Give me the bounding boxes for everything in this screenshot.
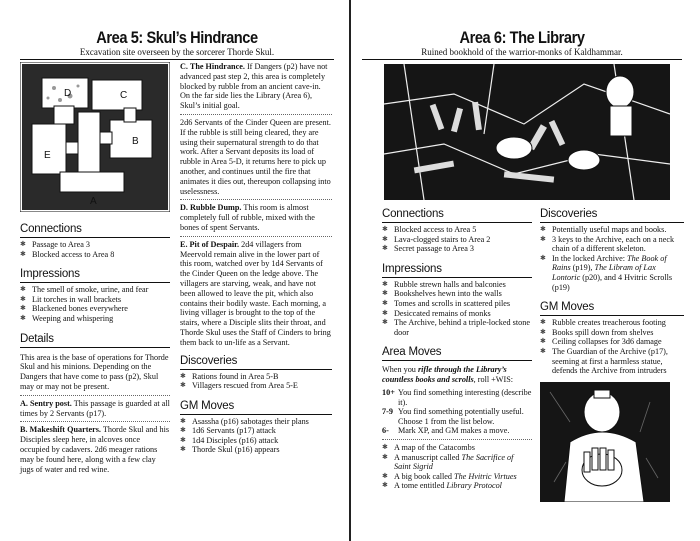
list-item: ✱ A manuscript called The Sacrifice of Saint Sigrid xyxy=(382,453,532,472)
list-item: ✱ Villagers rescued from Area 5-E xyxy=(180,381,332,391)
list-item: ✱ Tomes and scrolls in scattered piles xyxy=(382,299,532,309)
right-impressions-heading: Impressions xyxy=(382,262,532,278)
area-5-map xyxy=(20,62,170,212)
list-item: ✱ Desiccated remains of monks xyxy=(382,309,532,319)
list-item: ✱ The Guardian of the Archive (p17), seeming at first a harmless statue, defends the Archive from intruders xyxy=(540,347,684,376)
left-impressions-list xyxy=(20,285,170,323)
left-details-heading: Details xyxy=(20,332,170,348)
list-item: ✱ Rubble strewn halls and balconies xyxy=(382,280,532,290)
left-column xyxy=(20,62,170,474)
area-moves-intro: When you rifle through the Library’s countless books and scrolls, roll +WIS: xyxy=(382,365,514,385)
list-item: ✱ 1d4 Disciples (p16) attack xyxy=(180,436,332,446)
list-item: ✱ Thorde Skul (p16) appears xyxy=(180,445,332,455)
left-discoveries-heading: Discoveries xyxy=(180,354,332,370)
map-label-e: E xyxy=(44,150,51,161)
map-label-d: D xyxy=(64,88,72,99)
hindrance-paragraph: C. The Hindrance. If Dangers (p2) have not advanced past step 2, this area is completely blocked by rubble from an ancient cave-in. On the far side lies the Library (Area 6), Skul’s initial goal. xyxy=(180,62,328,111)
rubble-dump-paragraph: D. Rubble Dump. This room is almost completely full of rubble, mixed with the bones of spent Servants. xyxy=(180,203,315,232)
left-connections-list xyxy=(20,240,170,259)
list-item: ✱ Blocked access to Area 8 xyxy=(20,250,170,260)
left-gm-moves-heading: GM Moves xyxy=(180,399,332,415)
left-connections-heading: Connections xyxy=(20,222,170,238)
guardian-illustration xyxy=(540,382,670,502)
list-item: ✱ The Archive, behind a triple-locked stone door xyxy=(382,318,532,337)
title-rule xyxy=(20,59,334,60)
list-item: ✱ 1d6 Servants (p17) attack xyxy=(180,426,332,436)
list-item: ✱ A big book called The Hvitric Virtues xyxy=(382,472,532,482)
title-rule xyxy=(362,59,682,60)
area-moves-list xyxy=(382,443,532,491)
list-item: ✱ Asassha (p16) sabotages their plans xyxy=(180,417,332,427)
list-item: ✱ A map of the Catacombs xyxy=(382,443,532,453)
right-right-column xyxy=(540,207,684,502)
area-moves-heading: Area Moves xyxy=(382,345,532,361)
list-item: ✱ Secret passage to Area 3 xyxy=(382,244,532,254)
details-intro: This area is the base of operations for Thorde Skul and his minions. Depending on the Dangers that have come to pass (p2), Skul may or may not be present. xyxy=(20,352,169,391)
pit-of-despair-paragraph: E. Pit of Despair. 2d4 villagers from Meervold remain alive in the lower part of this room, watched over by 1d4 Servants of the Cinder Queen on the ledge above. The villagers are starving, weak, and have not been allowed to leave the pit, which also contains their bodily waste. Each morning, a living villager is brought to the top of the stairs, where a Disciple slits their throat, and Thorde Skul uses the Staff of Cinders to bring them back to un-life as a Servant. xyxy=(180,239,331,347)
left-right-column xyxy=(180,62,332,459)
right-page-title: Area 6: The Library xyxy=(459,28,585,47)
right-connections-list xyxy=(382,225,532,254)
list-item: ✱ 3 keys to the Archive, each on a neck chain of a different skeleton. xyxy=(540,235,684,254)
list-item: ✱ A tome entitled Library Protocol xyxy=(382,481,532,491)
list-item: ✱ The smell of smoke, urine, and fear xyxy=(20,285,170,295)
right-impressions-list xyxy=(382,280,532,338)
right-left-column xyxy=(382,207,532,495)
list-item: ✱ Lava-clogged stairs to Area 2 xyxy=(382,235,532,245)
left-page-subtitle: Excavation site overseen by the sorcerer Thorde Skul. xyxy=(79,47,275,57)
move-result-row: 10+ You find something interesting (describe it). xyxy=(382,387,532,407)
list-item: ✱ Weeping and whispering xyxy=(20,314,170,324)
map-label-a: A xyxy=(90,196,97,207)
list-item: ✱ Books spill down from shelves xyxy=(540,328,684,338)
right-connections-heading: Connections xyxy=(382,207,532,223)
makeshift-quarters-paragraph: B. Makeshift Quarters. Thorde Skul and his Disciples sleep here, in alcoves once occupied by cadavers. 2d6 meager rations may be found here, along with a few clay jugs of water and red wine. xyxy=(20,425,170,474)
list-item: ✱ In the locked Archive: The Book of Rains (p19), The Libram of Lax Lontoric (p20), and 4 Hvitric Scrolls (p19) xyxy=(540,254,684,292)
list-item: ✱ Potentially useful maps and books. xyxy=(540,225,684,235)
list-item: ✱ Blocked access to Area 5 xyxy=(382,225,532,235)
left-page-title: Area 5: Skul’s Hindrance xyxy=(96,28,258,47)
library-illustration xyxy=(384,64,670,200)
right-page xyxy=(350,0,700,541)
list-item: ✱ Passage to Area 3 xyxy=(20,240,170,250)
list-item: ✱ Ceiling collapses for 3d6 damage xyxy=(540,337,684,347)
list-item: ✱ Lit torches in wall brackets xyxy=(20,295,170,305)
map-label-b: B xyxy=(132,136,139,147)
move-result-row: 6- Mark XP, and GM makes a move. xyxy=(382,426,510,436)
map-label-c: C xyxy=(120,90,128,101)
left-gm-moves-list xyxy=(180,417,332,455)
list-item: ✱ Blackened bones everywhere xyxy=(20,304,170,314)
list-item: ✱ Rubble creates treacherous footing xyxy=(540,318,684,328)
right-discoveries-list xyxy=(540,225,684,292)
sentry-post-paragraph: A. Sentry post. This passage is guarded at all times by 2 Servants (p17). xyxy=(20,398,170,418)
right-gm-moves-heading: GM Moves xyxy=(540,300,684,316)
servants-paragraph: 2d6 Servants of the Cinder Queen are present. If the rubble is still being cleared, they are using their supernatural strength to do that work. After a Servant deposits its load of rubble in Area 5-D, it returns here to pick up another, and continues until the fire that animates it dies out, thereupon collapsing into uselessness. xyxy=(180,117,331,196)
list-item: ✱ Rations found in Area 5-B xyxy=(180,372,332,382)
right-gm-moves-list xyxy=(540,318,684,376)
move-result-row: 7-9 You find something potentially useful. Choose 1 from the list below. xyxy=(382,407,524,426)
left-impressions-heading: Impressions xyxy=(20,267,170,283)
list-item: ✱ Bookshelves hewn into the walls xyxy=(382,289,532,299)
left-discoveries-list xyxy=(180,372,332,391)
right-discoveries-heading: Discoveries xyxy=(540,207,684,223)
right-page-subtitle: Ruined bookhold of the warrior-monks of Kaldhammar. xyxy=(421,47,623,57)
